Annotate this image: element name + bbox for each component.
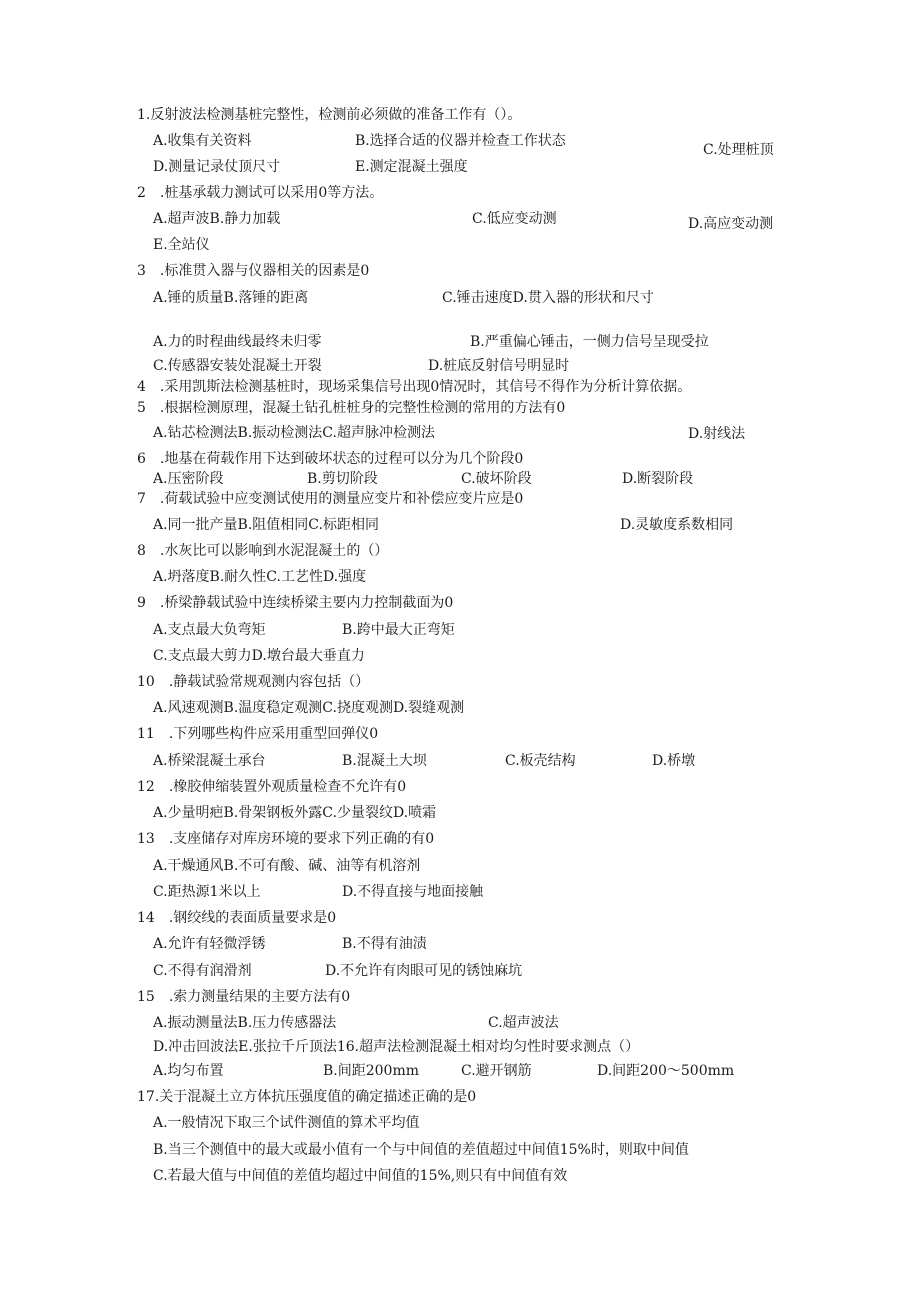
q3-options-cd: C.锤击速度D.贯入器的形状和尺寸 xyxy=(442,290,654,306)
q17-option-b: B.当三个测值中的最大或最小值有一个与中间值的差值超过中间值15%时，则取中间值 xyxy=(153,1142,689,1158)
question-4: 4 .采用凯斯法检测基桩时，现场采集信号出现0情况时，其信号不得作为分析计算依据。 xyxy=(137,379,692,395)
q13-option-d: D.不得直接与地面接触 xyxy=(342,884,484,900)
q4-option-d: D.桩底反射信号明显时 xyxy=(428,358,570,374)
q13-options-ab: A.干燥通风B.不可有酸、碱、油等有机溶剂 xyxy=(153,858,421,874)
q1-option-a: A.收集有关资料 xyxy=(153,133,252,149)
q9-option-b: B.跨中最大正弯矩 xyxy=(342,622,455,638)
question-6: 6 .地基在荷载作用下达到破坏状态的过程可以分为几个阶段0 xyxy=(137,451,524,467)
question-3: 3 .标准贯入器与仪器相关的因素是0 xyxy=(137,263,370,279)
question-10: 10 .静载试验常规观测内容包括（） xyxy=(137,674,370,690)
q2-option-c: C.低应变动测 xyxy=(472,211,557,227)
q15-options-ab: A.振动测量法B.压力传感器法 xyxy=(153,1015,337,1031)
q4-option-b: B.严重偏心锤击，一侧力信号呈现受拉 xyxy=(470,334,709,350)
question-11: 11 .下列哪些构件应采用重型回弹仪0 xyxy=(137,726,379,742)
question-15: 15 .索力测量结果的主要方法有0 xyxy=(137,989,351,1005)
q7-options-abc: A.同一批产量B.阻值相同C.标距相同 xyxy=(153,517,379,533)
q11-option-d: D.桥墩 xyxy=(652,753,696,769)
question-13: 13 .支座储存对库房环境的要求下列正确的有0 xyxy=(137,831,435,847)
q2-option-e: E.全站仪 xyxy=(153,237,210,253)
q11-option-a: A.桥梁混凝土承台 xyxy=(153,753,266,769)
q8-options: A.坍落度B.耐久性C.工艺性D.强度 xyxy=(153,569,367,585)
question-5: 5 .根据检测原理，混凝土钻孔桩桩身的完整性检测的常用的方法有0 xyxy=(137,400,566,416)
q14-option-d: D.不允许有肉眼可见的锈蚀麻坑 xyxy=(325,963,523,979)
q16-option-a: A.均匀布置 xyxy=(153,1063,224,1079)
question-2: 2 .桩基承载力测试可以采用0等方法。 xyxy=(137,185,384,201)
q6-option-d: D.断裂阶段 xyxy=(622,471,694,487)
q11-option-b: B.混凝土大坝 xyxy=(342,753,427,769)
q1-option-b: B.选择合适的仪器并检查工作状态 xyxy=(355,133,566,149)
q3-options-ab: A.锤的质量B.落锤的距离 xyxy=(153,290,309,306)
q6-option-b: B.剪切阶段 xyxy=(307,471,378,487)
question-12: 12 .橡胶伸缩装置外观质量检查不允许有0 xyxy=(137,779,407,795)
q6-option-c: C.破坏阶段 xyxy=(461,471,532,487)
q9-options-cd: C.支点最大剪力D.墩台最大垂直力 xyxy=(153,648,365,664)
q4-option-a: A.力的时程曲线最终未归零 xyxy=(153,334,322,350)
q14-option-a: A.允许有轻微浮锈 xyxy=(153,936,266,952)
question-9: 9 .桥梁静载试验中连续桥梁主要内力控制截面为0 xyxy=(137,595,454,611)
q16-option-b: B.间距200mm xyxy=(323,1063,420,1079)
q5-option-d: D.射线法 xyxy=(688,426,746,442)
question-1: 1.反射波法检测基桩完整性，检测前必须做的准备工作有（）。 xyxy=(137,107,522,123)
q16-option-c: C.避开钢筋 xyxy=(461,1063,532,1079)
q14-option-c: C.不得有润滑剂 xyxy=(153,963,252,979)
q17-option-c: C.若最大值与中间值的差值均超过中间值的15%,则只有中间值有效 xyxy=(153,1168,568,1184)
q1-option-d: D.测量记录仗顶尺寸 xyxy=(153,159,281,175)
q10-options: A.风速观测B.温度稳定观测C.挠度观测D.裂缝观测 xyxy=(153,700,465,716)
q14-option-b: B.不得有油渍 xyxy=(342,936,427,952)
question-14: 14 .钢绞线的表面质量要求是0 xyxy=(137,910,337,926)
q15-option-c: C.超声波法 xyxy=(488,1015,559,1031)
q4-option-c: C.传感器安装处混凝土开裂 xyxy=(153,358,322,374)
question-7: 7 .荷载试验中应变测试使用的测量应变片和补偿应变片应是0 xyxy=(137,491,524,507)
question-8: 8 .水灰比可以影响到水泥混凝土的（） xyxy=(137,543,389,559)
q15-de-and-question-16: D.冲击回波法E.张拉千斤顶法16.超声法检测混凝土相对均匀性时要求测点（） xyxy=(153,1039,640,1055)
q6-option-a: A.压密阶段 xyxy=(153,471,224,487)
q2-options-ab: A.超声波B.静力加载 xyxy=(153,211,281,227)
q17-option-a: A.一般情况下取三个试件测值的算术平均值 xyxy=(153,1115,420,1131)
q2-option-d: D.高应变动测 xyxy=(688,216,774,232)
q5-options-abc: A.钻芯检测法B.振动检测法C.超声脉冲检测法 xyxy=(153,425,435,441)
q9-option-a: A.支点最大负弯矩 xyxy=(153,622,266,638)
q1-option-e: E.测定混凝土强度 xyxy=(355,159,468,175)
q1-option-c: C.处理桩顶 xyxy=(703,142,774,158)
q11-option-c: C.板壳结构 xyxy=(505,753,576,769)
q12-options: A.少量明疤B.骨架钢板外露C.少量裂纹D.喷霜 xyxy=(153,805,437,821)
question-17: 17.关于混凝土立方体抗压强度值的确定描述正确的是0 xyxy=(137,1089,477,1105)
q13-option-c: C.距热源1米以上 xyxy=(153,884,261,900)
q16-option-d: D.间距200～500mm xyxy=(597,1063,735,1079)
q7-option-d: D.灵敏度系数相同 xyxy=(620,517,734,533)
